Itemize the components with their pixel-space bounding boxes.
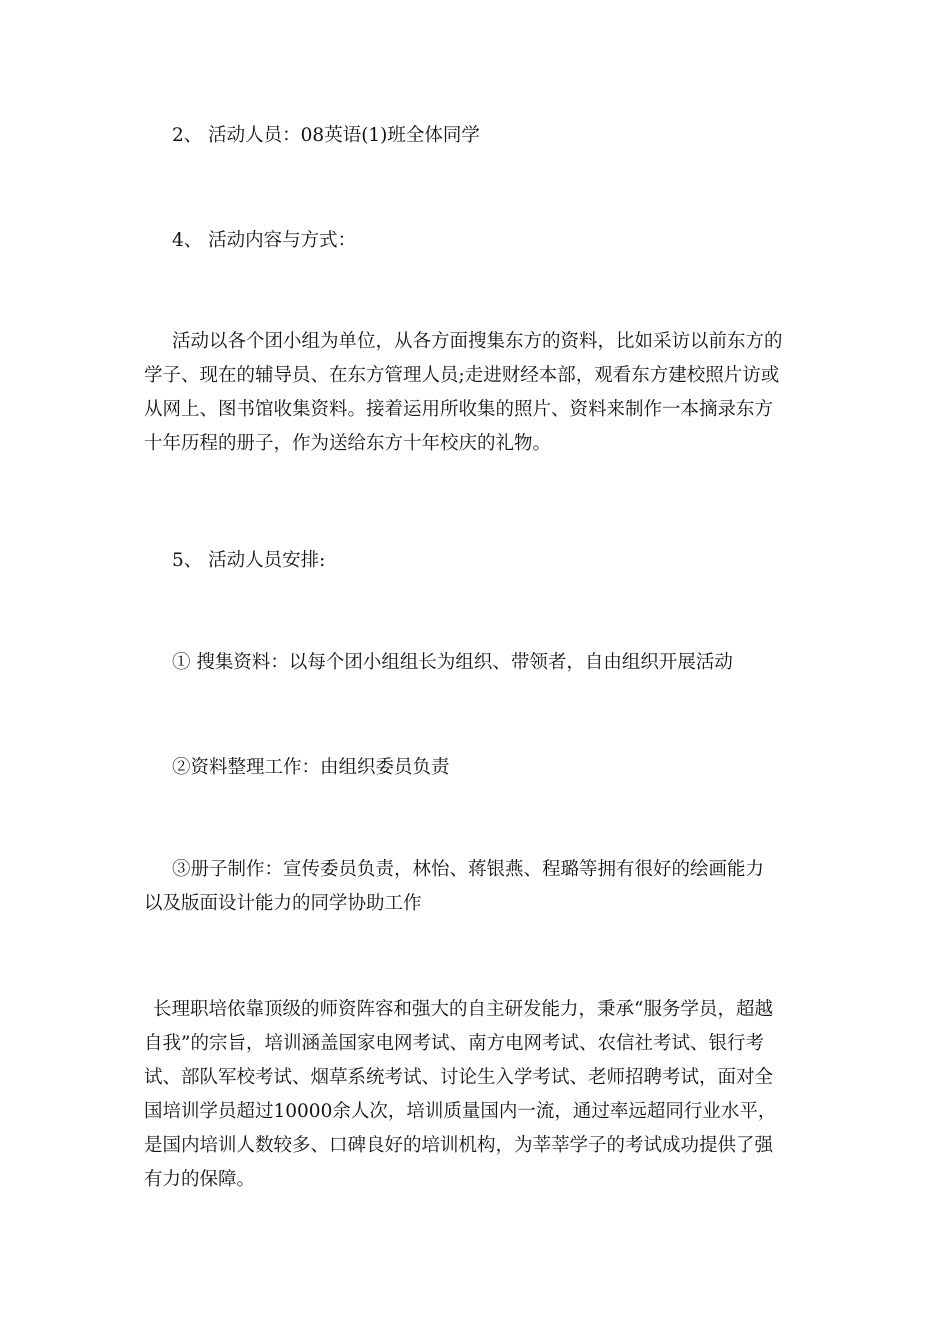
paragraph-line: 从网上、图书馆收集资料。接着运用所收集的照片、资料来制作一本摘录东方 [144,399,774,420]
paragraph-line: ③册子制作：宣传委员负责，林怡、蒋银燕、程璐等拥有很好的绘画能力 [172,859,765,880]
paragraph-line: 国培训学员超过10000余人次，培训质量国内一流，通过率远超同行业水平， [144,1101,777,1122]
paragraph-line: 有力的保障。 [144,1169,256,1190]
item-2-participants: 2、 活动人员：08英语(1)班全体同学 [172,125,480,146]
paragraph-line: 是国内培训人数较多、口碑良好的培训机构，为莘莘学子的考试成功提供了强 [144,1135,774,1156]
paragraph-line: 以及版面设计能力的同学协助工作 [144,893,422,914]
paragraph-line: 长理职培依靠顶级的师资阵容和强大的自主研发能力，秉承“服务学员，超越 [153,999,773,1020]
paragraph-line: 活动以各个团小组为单位，从各方面搜集东方的资料，比如采访以前东方的 [172,331,783,352]
paragraph-line: 试、部队军校考试、烟草系统考试、讨论生入学考试、老师招聘考试，面对全 [144,1067,774,1088]
training-promo-paragraph [144,993,814,1197]
arrangement-booklet [144,853,814,921]
paragraph-line: 自我”的宗旨，培训涵盖国家电网考试、南方电网考试、农信社考试、银行考 [144,1033,764,1054]
paragraph-line: 学子、现在的辅导员、在东方管理人员;走进财经本部，观看东方建校照片访或 [144,365,780,386]
item-5-arrangement-heading: 5、 活动人员安排: [172,550,326,571]
item-4-content-heading: 4、 活动内容与方式： [172,230,357,251]
activity-description-paragraph [144,325,814,461]
paragraph-line: 十年历程的册子，作为送给东方十年校庆的礼物。 [144,433,552,454]
arrangement-collect: ① 搜集资料：以每个团小组组长为组织、带领者，自由组织开展活动 [172,652,733,673]
arrangement-organize: ②资料整理工作：由组织委员负责 [172,757,450,778]
